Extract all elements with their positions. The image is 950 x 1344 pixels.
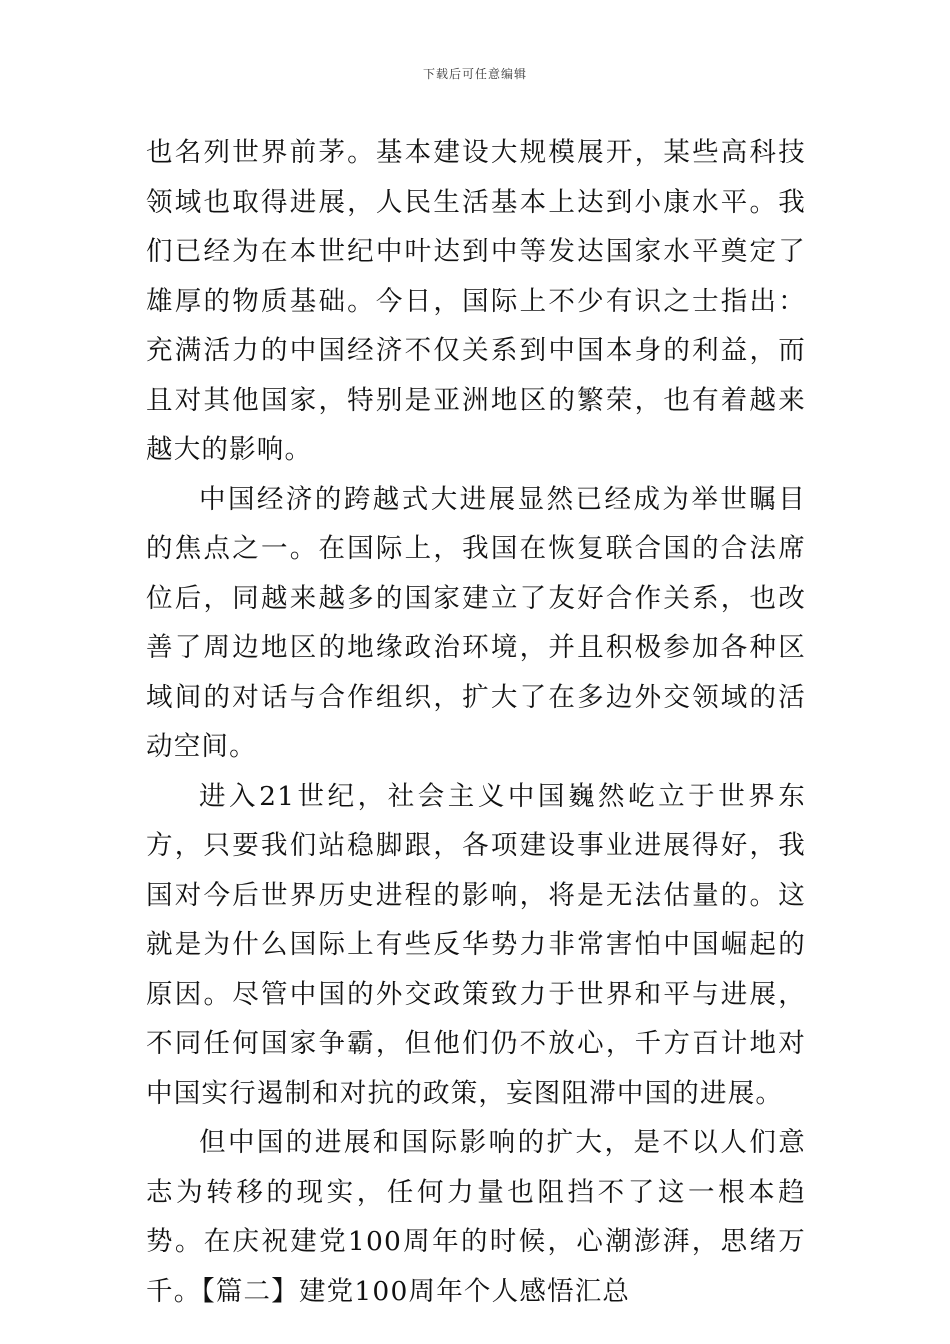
paragraph-4: 但中国的进展和国际影响的扩大，是不以人们意志为转移的现实，任何力量也阻挡不了这一根本趋势。在庆祝建党100周年的时候，心潮澎湃，思绪万千。【篇二】建党100周年个人感悟汇总 xyxy=(146,1127,806,1307)
paragraph-2: 中国经济的跨越式大进展显然已经成为举世瞩目的焦点之一。在国际上，我国在恢复联合国的合法席位后，同越来越多的国家建立了友好合作关系，也改善了周边地区的地缘政治环境，并且积极参加各种区域间的对话与合作组织，扩大了在多边外交领域的活动空间。 xyxy=(146,483,806,762)
paragraph-3: 进入21世纪，社会主义中国巍然屹立于世界东方，只要我们站稳脚跟，各项建设事业进展得好，我国对今后世界历史进程的影响，将是无法估量的。这就是为什么国际上有些反华势力非常害怕中国崛起的原因。尽管中国的外交政策致力于世界和平与进展，不同任何国家争霸，但他们仍不放心，千方百计地对中国实行遏制和对抗的政策，妄图阻滞中国的进展。 xyxy=(146,780,806,1109)
document-body xyxy=(146,128,806,1316)
page-header: 下载后可任意编辑 xyxy=(422,67,527,81)
paragraph-1: 也名列世界前茅。基本建设大规模展开，某些高科技领域也取得进展，人民生活基本上达到小康水平。我们已经为在本世纪中叶达到中等发达国家水平奠定了雄厚的物质基础。今日，国际上不少有识之士指出：充满活力的中国经济不仅关系到中国本身的利益，而且对其他国家，特别是亚洲地区的繁荣，也有着越来越大的影响。 xyxy=(146,137,806,465)
